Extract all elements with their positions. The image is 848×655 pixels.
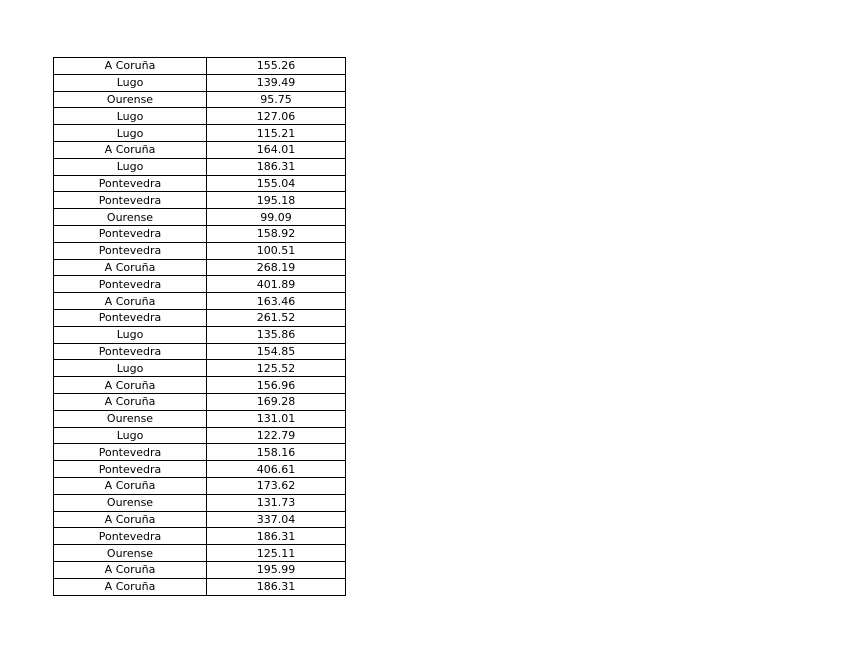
value-cell: 186.31	[207, 578, 346, 595]
province-cell: Lugo	[54, 360, 207, 377]
value-cell: 401.89	[207, 276, 346, 293]
value-cell: 186.31	[207, 528, 346, 545]
table-row	[54, 545, 346, 562]
value-cell: 268.19	[207, 259, 346, 276]
value-cell: 163.46	[207, 293, 346, 310]
value-cell: 195.99	[207, 561, 346, 578]
table-row	[54, 511, 346, 528]
province-cell: Ourense	[54, 91, 207, 108]
value-cell: 156.96	[207, 377, 346, 394]
province-cell: Pontevedra	[54, 309, 207, 326]
table-row	[54, 477, 346, 494]
table-row	[54, 293, 346, 310]
province-cell: Ourense	[54, 410, 207, 427]
province-cell: Lugo	[54, 108, 207, 125]
province-cell: A Coruña	[54, 141, 207, 158]
province-cell: Ourense	[54, 209, 207, 226]
table-row	[54, 326, 346, 343]
value-cell: 155.26	[207, 58, 346, 75]
province-cell: Lugo	[54, 74, 207, 91]
value-cell: 125.52	[207, 360, 346, 377]
province-cell: A Coruña	[54, 293, 207, 310]
province-cell: Ourense	[54, 494, 207, 511]
value-cell: 99.09	[207, 209, 346, 226]
table-row	[54, 427, 346, 444]
table-row	[54, 225, 346, 242]
table-row	[54, 58, 346, 75]
table-row	[54, 343, 346, 360]
province-cell: Pontevedra	[54, 242, 207, 259]
value-cell: 158.92	[207, 225, 346, 242]
value-cell: 337.04	[207, 511, 346, 528]
value-cell: 100.51	[207, 242, 346, 259]
table-row	[54, 192, 346, 209]
value-cell: 95.75	[207, 91, 346, 108]
province-cell: A Coruña	[54, 377, 207, 394]
table-row	[54, 410, 346, 427]
province-cell: Lugo	[54, 326, 207, 343]
province-cell: Lugo	[54, 158, 207, 175]
value-cell: 158.16	[207, 444, 346, 461]
table-row	[54, 528, 346, 545]
value-cell: 195.18	[207, 192, 346, 209]
value-cell: 169.28	[207, 393, 346, 410]
province-cell: Lugo	[54, 427, 207, 444]
province-cell: Pontevedra	[54, 461, 207, 478]
table-row	[54, 393, 346, 410]
value-cell: 131.73	[207, 494, 346, 511]
province-cell: Pontevedra	[54, 528, 207, 545]
province-cell: Pontevedra	[54, 343, 207, 360]
province-cell: Pontevedra	[54, 225, 207, 242]
value-cell: 131.01	[207, 410, 346, 427]
table-row	[54, 561, 346, 578]
table-row	[54, 494, 346, 511]
table-row	[54, 158, 346, 175]
table-row	[54, 175, 346, 192]
value-cell: 139.49	[207, 74, 346, 91]
table-row	[54, 377, 346, 394]
province-cell: A Coruña	[54, 58, 207, 75]
value-cell: 115.21	[207, 125, 346, 142]
value-cell: 406.61	[207, 461, 346, 478]
table-row	[54, 461, 346, 478]
table-body	[54, 58, 346, 596]
table-row	[54, 578, 346, 595]
province-cell: A Coruña	[54, 259, 207, 276]
table-row	[54, 125, 346, 142]
table-row	[54, 108, 346, 125]
value-cell: 135.86	[207, 326, 346, 343]
province-cell: Ourense	[54, 545, 207, 562]
value-cell: 155.04	[207, 175, 346, 192]
table-row	[54, 91, 346, 108]
data-table	[53, 57, 346, 596]
table-row	[54, 74, 346, 91]
value-cell: 154.85	[207, 343, 346, 360]
province-cell: Pontevedra	[54, 175, 207, 192]
table-row	[54, 309, 346, 326]
value-cell: 261.52	[207, 309, 346, 326]
table-row	[54, 360, 346, 377]
province-cell: Pontevedra	[54, 444, 207, 461]
province-cell: A Coruña	[54, 578, 207, 595]
province-cell: A Coruña	[54, 477, 207, 494]
table-row	[54, 209, 346, 226]
table-row	[54, 444, 346, 461]
table-row	[54, 141, 346, 158]
value-cell: 127.06	[207, 108, 346, 125]
value-cell: 122.79	[207, 427, 346, 444]
province-cell: Pontevedra	[54, 192, 207, 209]
province-cell: A Coruña	[54, 561, 207, 578]
value-cell: 125.11	[207, 545, 346, 562]
table-row	[54, 276, 346, 293]
value-cell: 173.62	[207, 477, 346, 494]
province-cell: A Coruña	[54, 393, 207, 410]
value-cell: 164.01	[207, 141, 346, 158]
province-cell: Lugo	[54, 125, 207, 142]
table-row	[54, 242, 346, 259]
province-cell: Pontevedra	[54, 276, 207, 293]
table-row	[54, 259, 346, 276]
value-cell: 186.31	[207, 158, 346, 175]
province-cell: A Coruña	[54, 511, 207, 528]
